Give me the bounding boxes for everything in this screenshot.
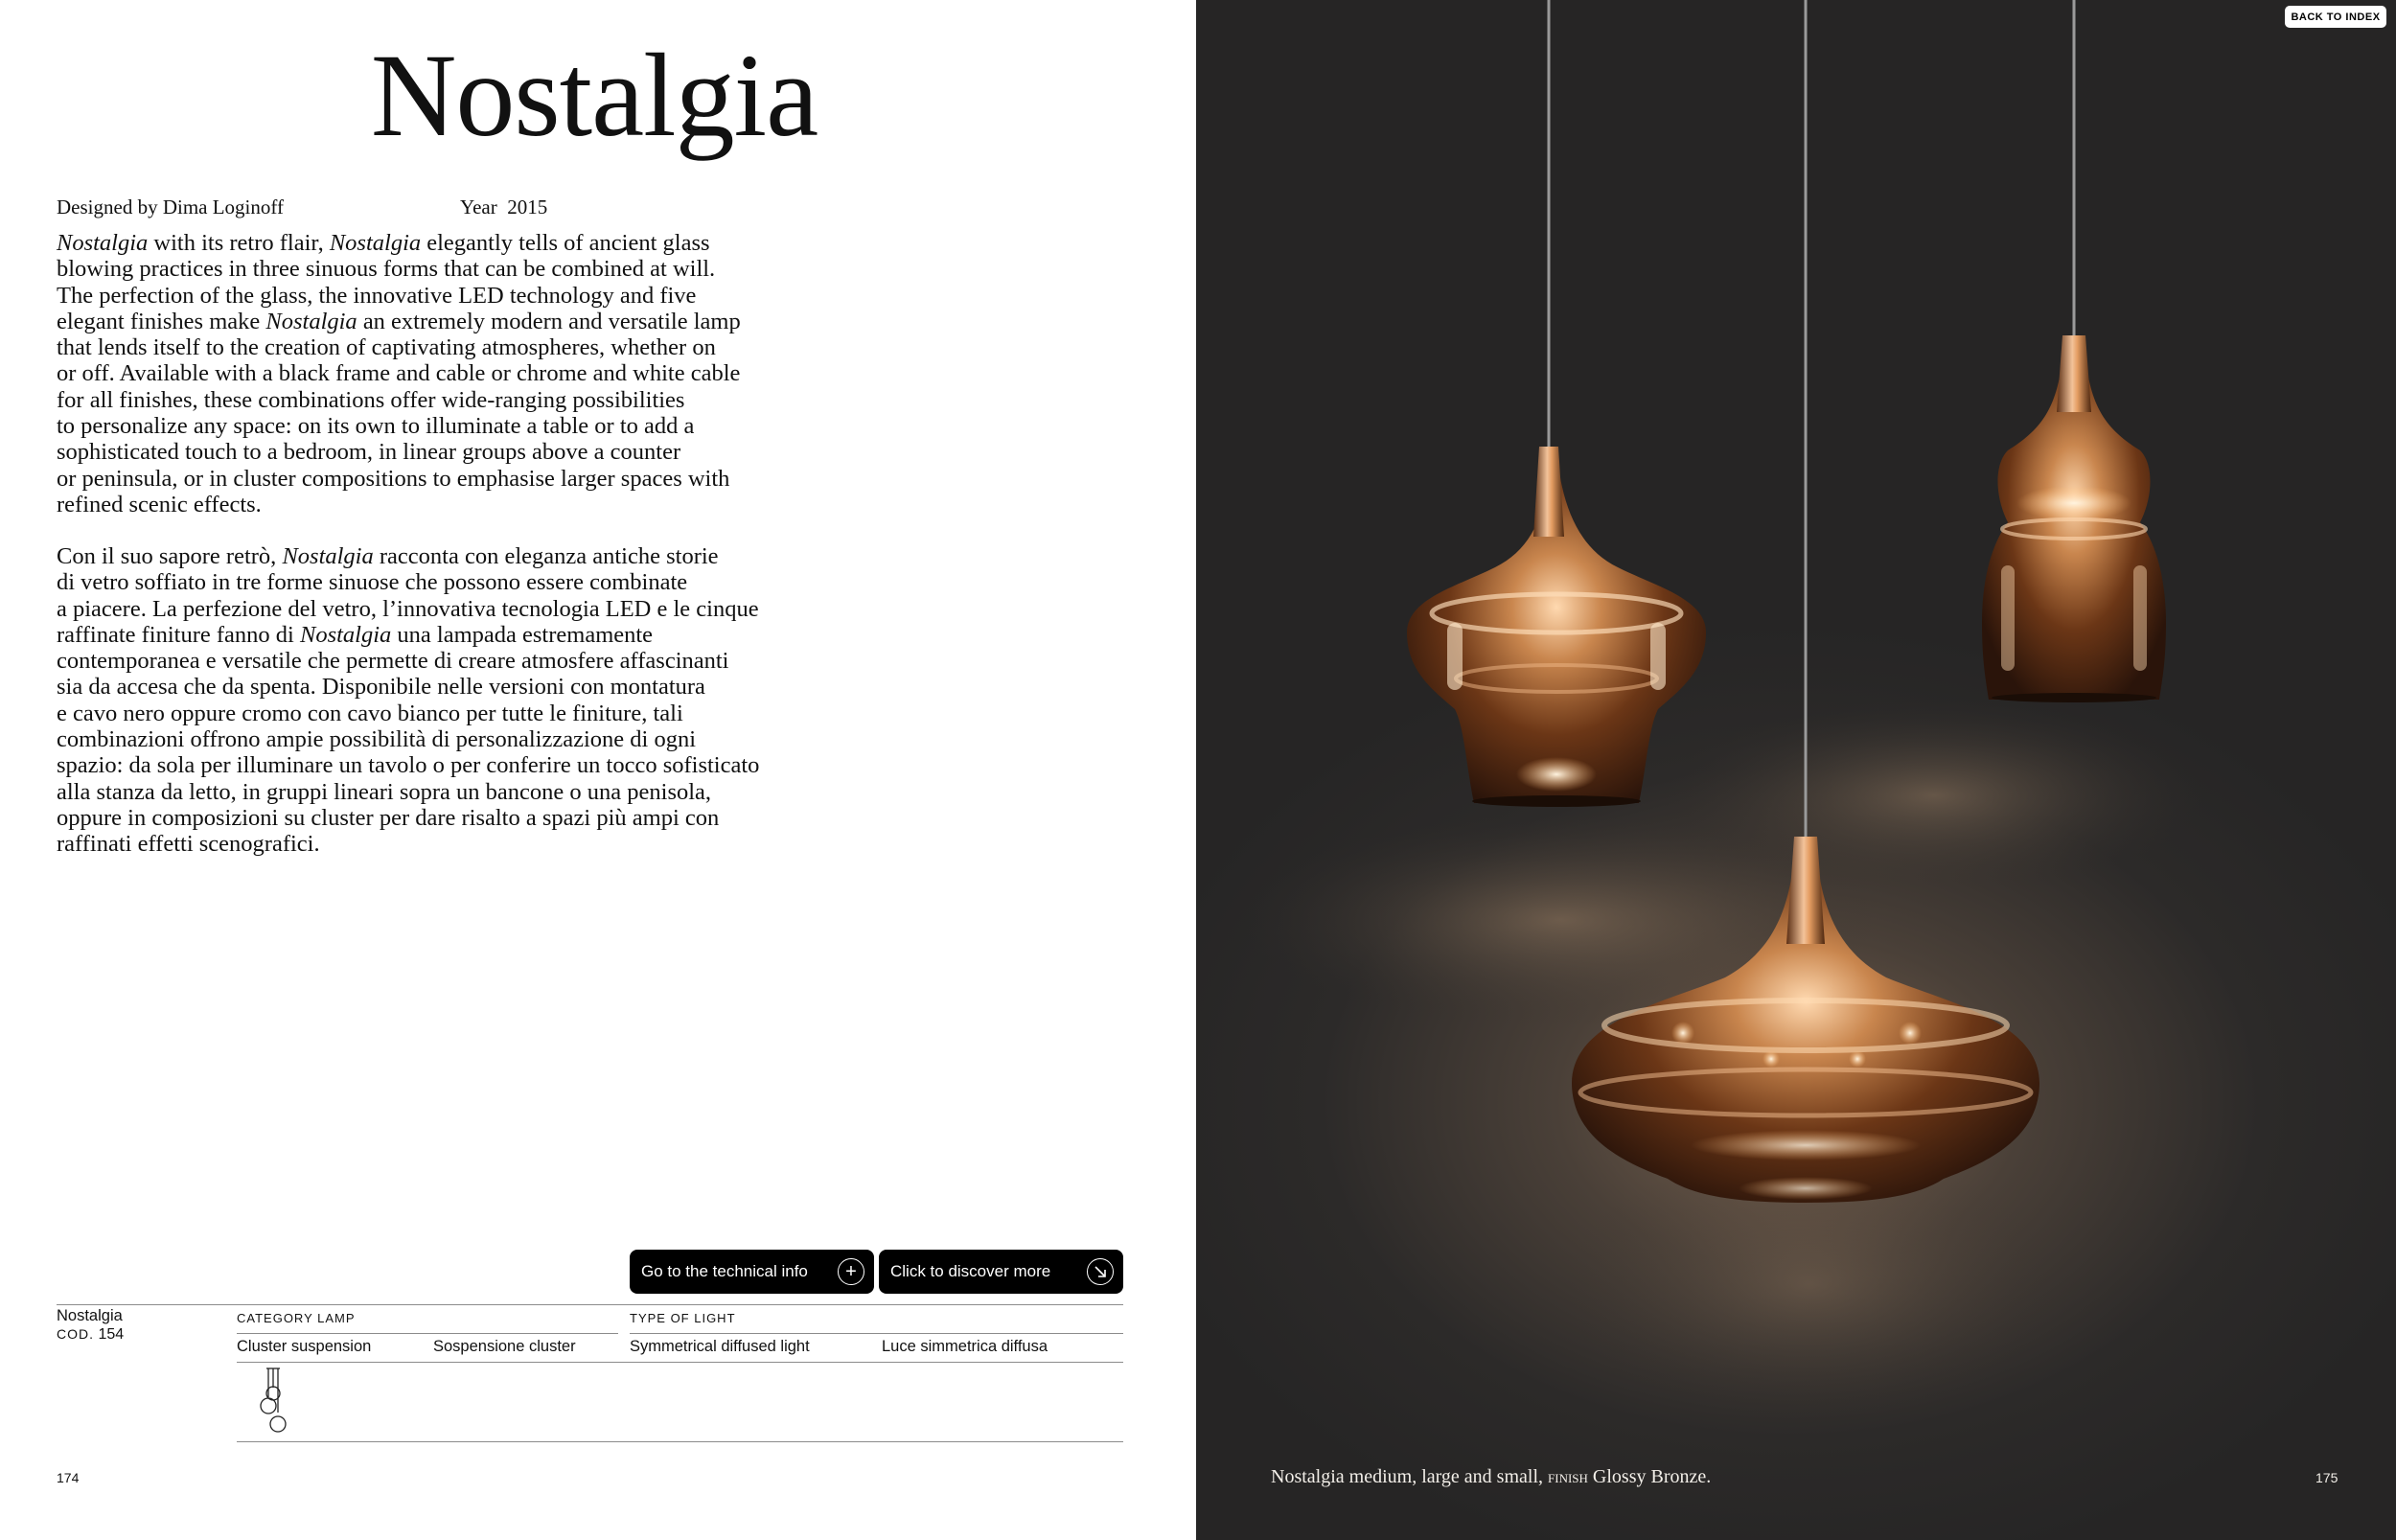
description-text-run: an extremely modern and versatile lamp <box>357 308 741 334</box>
light-type-label: TYPE OF LIGHT <box>630 1311 736 1325</box>
caption-main: Nostalgia medium, large and small, <box>1271 1466 1544 1487</box>
description-italian-text <box>57 543 775 858</box>
category-label: CATEGORY LAMP <box>237 1311 356 1325</box>
page-title: Nostalgia <box>370 30 818 161</box>
description-text-run: to personalize any space: on its own to illuminate a table or to add a <box>57 413 695 440</box>
product-name-italic: Nostalgia <box>299 621 392 648</box>
product-name-italic: Nostalgia <box>265 308 357 334</box>
photo-caption <box>1271 1466 1711 1488</box>
page-number-left: 174 <box>57 1470 80 1485</box>
description-text-run: Con il suo sapore retrò, <box>57 543 283 569</box>
description-text-run: racconta con eleganza antiche storie <box>373 543 719 569</box>
description-text-run: contemporanea e versatile che permette di creare atmosfere affascinanti <box>57 648 729 675</box>
description-text-run: di vetro soffiato in tre forme sinuose che possono essere combinate <box>57 569 688 596</box>
spec-code-value: 154 <box>98 1326 125 1343</box>
left-page <box>0 0 1196 1540</box>
description-text-run: sophisticated touch to a bedroom, in linear groups above a counter <box>57 439 681 466</box>
description-text-run: oppure in composizioni su cluster per dare risalto a spazi più ampi con <box>57 804 720 831</box>
product-name-italic: Nostalgia <box>57 230 149 256</box>
spec-category-rule <box>237 1333 618 1334</box>
technical-info-label: Go to the technical info <box>641 1262 808 1280</box>
description-text-run: or peninsula, or in cluster compositions to emphasise larger spaces with <box>57 465 730 492</box>
description-italian <box>57 543 775 858</box>
description-text-run: with its retro flair, <box>148 230 330 256</box>
description-text-run: a piacere. La perfezione del vetro, l’innovativa tecnologia LED e le cinque <box>57 595 759 622</box>
technical-info-button[interactable] <box>630 1250 874 1294</box>
description-text-run: refined scenic effects. <box>57 491 262 517</box>
description-text-run: elegantly tells of ancient glass <box>421 230 710 256</box>
plus-icon: + <box>838 1258 864 1285</box>
discover-more-label: Click to discover more <box>890 1262 1051 1280</box>
cluster-suspension-icon <box>257 1367 297 1434</box>
spec-top-rule <box>57 1304 1123 1305</box>
light-italian: Luce simmetrica diffusa <box>882 1338 1048 1355</box>
lamp-small <box>1982 335 2166 702</box>
year-label: Year <box>460 195 497 218</box>
spec-product-name: Nostalgia <box>57 1307 123 1324</box>
year-value: 2015 <box>507 195 548 218</box>
caption-finish-value: Glossy Bronze. <box>1592 1466 1712 1487</box>
discover-more-button[interactable] <box>879 1250 1123 1294</box>
description-text-run: elegant finishes make <box>57 308 266 334</box>
spec-code <box>57 1326 124 1344</box>
spec-bottom-rule <box>237 1441 1123 1442</box>
spec-mid-rule <box>237 1362 1123 1363</box>
light-english: Symmetrical diffused light <box>630 1338 810 1355</box>
description-text-run: that lends itself to the creation of captivating atmospheres, whether on <box>57 334 716 361</box>
spec-code-label: COD. <box>57 1326 94 1342</box>
description-text-run: The perfection of the glass, the innovative LED technology and five <box>57 282 697 309</box>
lamp-medium <box>1407 447 1706 807</box>
product-name-italic: Nostalgia <box>282 543 374 569</box>
description-english <box>57 230 775 517</box>
description-text-run: e cavo nero oppure cromo con cavo bianco per tutte le finiture, tali <box>57 700 683 726</box>
description-text-run: raffinati effetti scenografici. <box>57 831 320 858</box>
product-name-italic: Nostalgia <box>329 230 422 256</box>
description-text-run: sia da accesa che da spenta. Disponibile nelle versioni con montatura <box>57 674 705 701</box>
description-text-run: raffinate finiture fanno di <box>57 621 300 648</box>
description-text-run: combinazioni offrono ampie possibilità di personalizzazione di ogni <box>57 726 697 753</box>
designer-credit: Designed by Dima Loginoff <box>57 195 284 218</box>
year-info <box>460 195 547 219</box>
nostalgia-lamps-photo <box>1196 0 2396 1540</box>
page-number-right: 175 <box>2315 1470 2338 1485</box>
right-page <box>1196 0 2396 1540</box>
arrow-down-right-icon <box>1087 1258 1114 1285</box>
spec-light-rule <box>630 1333 1123 1334</box>
category-english: Cluster suspension <box>237 1338 372 1355</box>
description-text-run: or off. Available with a black frame and cable or chrome and white cable <box>57 360 741 387</box>
description-text-run: spazio: da sola per illuminare un tavolo o per conferire un tocco sofisticato <box>57 752 760 779</box>
description-text-run: una lampada estremamente <box>391 621 654 648</box>
back-to-index-button[interactable]: BACK TO INDEX <box>2285 6 2386 28</box>
category-italian: Sospensione cluster <box>433 1338 576 1355</box>
description-english-text <box>57 230 775 517</box>
description-text-run: blowing practices in three sinuous forms that can be combined at will. <box>57 256 716 283</box>
description-text-run: alla stanza da letto, in gruppi lineari sopra un bancone o una penisola, <box>57 778 712 805</box>
description-text-run: for all finishes, these combinations offer wide-ranging possibilities <box>57 386 685 413</box>
caption-finish-label: finish <box>1548 1467 1588 1486</box>
